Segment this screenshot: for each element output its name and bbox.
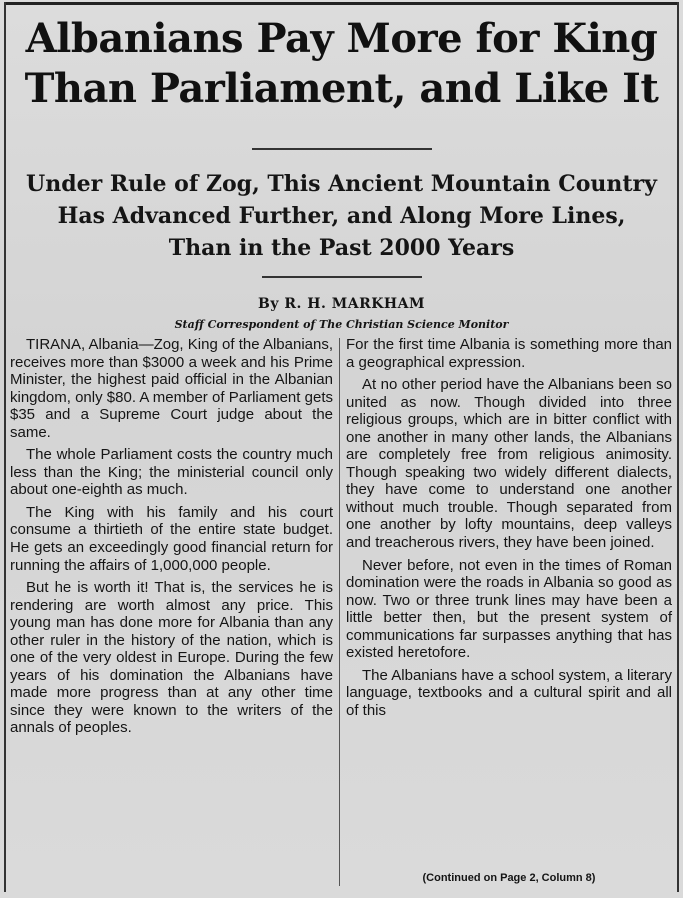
deck-divider [262, 276, 422, 278]
paragraph: For the first time Albania is something more than a geographical expression. [346, 336, 672, 371]
staff-credit: Staff Correspondent of The Christian Science Monitor [174, 318, 509, 331]
paragraph: TIRANA, Albania—Zog, King of the Albanians, receives more than $3000 a week and his Prime Minister, the highest paid official in the Albanian kingdom, only $80. A member of Parliament gets $35 and a Supreme Court judge about the same. [10, 336, 333, 441]
column-divider [339, 338, 340, 886]
paragraph: Never before, not even in the times of Roman domination were the roads in Albania so good as now. Two or three trunk lines may have been a little better then, but the present system of communications far surpasses anything that has existed heretofore. [346, 556, 672, 662]
headline [0, 14, 683, 114]
paragraph: But he is worth it! That is, the services he is rendering are worth almost any price. This young man has done more for Albania than any other ruler in the history of the nation, which is one of the very oldest in Europe. During the few years of his domination the Albanians have made more progress than at any other time since they were known to the writers of the annals of peoples. [10, 579, 333, 737]
article-column-left [10, 336, 333, 742]
right-border-rule [677, 2, 679, 892]
top-border-rule [4, 2, 679, 5]
byline: By R. H. MARKHAM [258, 296, 425, 312]
paragraph: The King with his family and his court consume a thirtieth of the entire state budget. He gets an exceedingly good financial return for running the affairs of 1,000,000 people. [10, 503, 333, 574]
paragraph: At no other period have the Albanians been so united as now. Though divided into three religious groups, which are in bitter conflict with one another in many other lands, the Albanians are completely free from religious animosity. Though speaking two widely different dialects, they have come to understand one another without much trouble. Though separated from one another by lofty mountains, deep valleys and treacherous rivers, they have been joined. [346, 376, 672, 552]
article-column-right [346, 336, 672, 724]
deck-line-1: Under Rule of Zog, This Ancient Mountain Country [26, 171, 657, 197]
paragraph: The whole Parliament costs the country much less than the King; the ministerial council only about one-eighth as much. [10, 446, 333, 499]
deck-line-3: Than in the Past 2000 Years [168, 235, 515, 261]
deck-subheadline [0, 168, 683, 264]
paragraph: The Albanians have a school system, a literary language, textbooks and a cultural spirit and all of this [346, 666, 672, 719]
headline-line-1: Albanians Pay More for King [25, 15, 658, 62]
continued-notice: (Continued on Page 2, Column 8) [422, 872, 596, 884]
left-border-rule [4, 2, 6, 892]
deck-line-2: Has Advanced Further, and Along More Lines, [57, 203, 626, 229]
headline-divider [252, 148, 432, 150]
headline-line-2: Than Parliament, and Like It [24, 65, 659, 112]
